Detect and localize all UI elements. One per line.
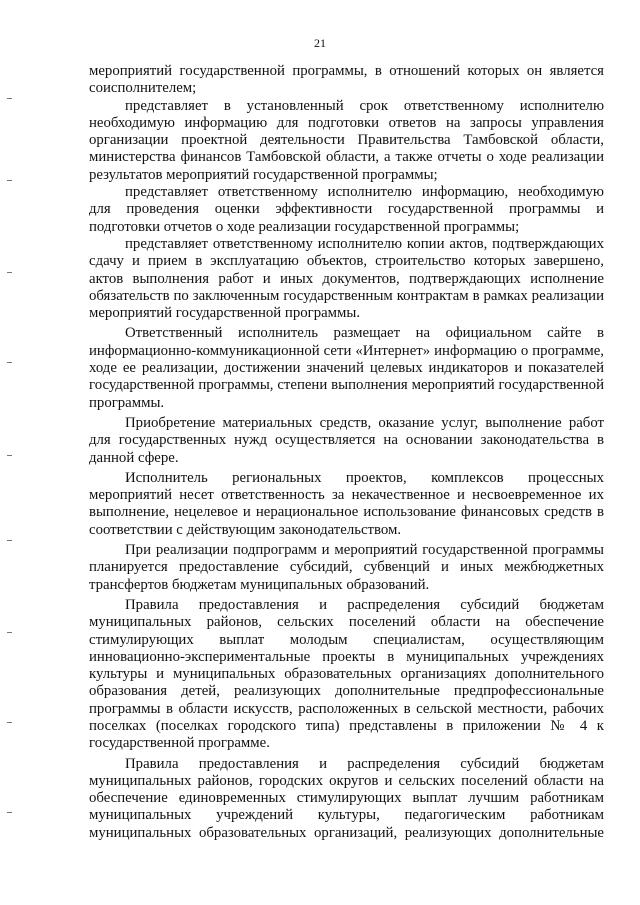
margin-tick-mark [7, 362, 12, 363]
paragraph-procurement: Приобретение материальных средств, оказание услуг, выполнение работ для государственных нужд осуществляется на основании законодательства в данной сфере. [89, 414, 604, 466]
page-number: 21 [314, 36, 326, 50]
paragraph-rules-best-workers: Правила предоставления и распределения субсидий бюджетам муниципальных районов, городских округов и сельских поселений области на обеспечение единовременных стимулирующих выплат лучшим работникам муниципальных учреждений культуры, педагогическим работникам муниципальных образовательных организаций, реализующих дополнительные [89, 755, 604, 841]
margin-tick-mark [7, 455, 12, 456]
paragraph-responsibility: Исполнитель региональных проектов, комплексов процессных мероприятий несет ответственность за некачественное и несвоевременное их выполнение, нецелевое и нерациональное использование финансовых средств в соответствии с действующим законодательством. [89, 469, 604, 538]
margin-tick-mark [7, 98, 12, 99]
paragraph-acts-copies: представляет ответственному исполнителю копии актов, подтверждающих сдачу и прием в эксплуатацию объектов, строительство которых завершено, актов выполнения работ и иных документов, подтверждающих исполнение обязательств по заключенным государственным контрактам в рамках реализации мероприятий государственной программы. [89, 235, 604, 322]
margin-tick-mark [7, 632, 12, 633]
paragraph-info-for-evaluation: представляет ответственному исполнителю информацию, необходимую для проведения оценки эффективности государственной программы и подготовки отчетов о ходе реализации государственной программы; [89, 184, 604, 235]
paragraph-internet-publication: Ответственный исполнитель размещает на официальном сайте в информационно-коммуникационной сети «Интернет» информацию о программе, ходе ее реализации, достижении значений целевых индикаторов и показателей государственной программы, степени выполнения мероприятий государственной программы. [89, 325, 604, 411]
paragraph-info-for-answers: представляет в установленный срок ответственному исполнителю необходимую информацию для подготовки ответов на запросы управления организации проектной деятельности Правительства Тамбовской области, министерства финансов Тамбовской области, а также отчеты о ходе реализации результатов мероприятий государственной программы; [89, 97, 604, 183]
document-body [89, 63, 604, 842]
margin-tick-mark [7, 722, 12, 723]
paragraph-subsidies: При реализации подпрограмм и мероприятий государственной программы планируется предоставление субсидий, субвенций и иных межбюджетных трансфертов бюджетам муниципальных образований. [89, 542, 604, 593]
margin-tick-mark [7, 272, 12, 273]
paragraph-rules-young-specialists: Правила предоставления и распределения субсидий бюджетам муниципальных районов, сельских поселений области на обеспечение стимулирующих выплат молодым специалистам, осуществляющим инновационно-экспериментальные проекты в муниципальных учреждениях культуры и муниципальных образовательных организациях дополнительного образования детей, реализующих дополнительные предпрофессиональные программы в области искусств, расположенных в сельской местности, рабочих поселках (поселках городского типа) представлены в приложении № 4 к государственной программе. [89, 596, 604, 752]
paragraph-continuation: мероприятий государственной программы, в отношений которых он является соисполнителем; [89, 63, 604, 97]
margin-tick-mark [7, 540, 12, 541]
margin-tick-mark [7, 812, 12, 813]
margin-tick-mark [7, 180, 12, 181]
